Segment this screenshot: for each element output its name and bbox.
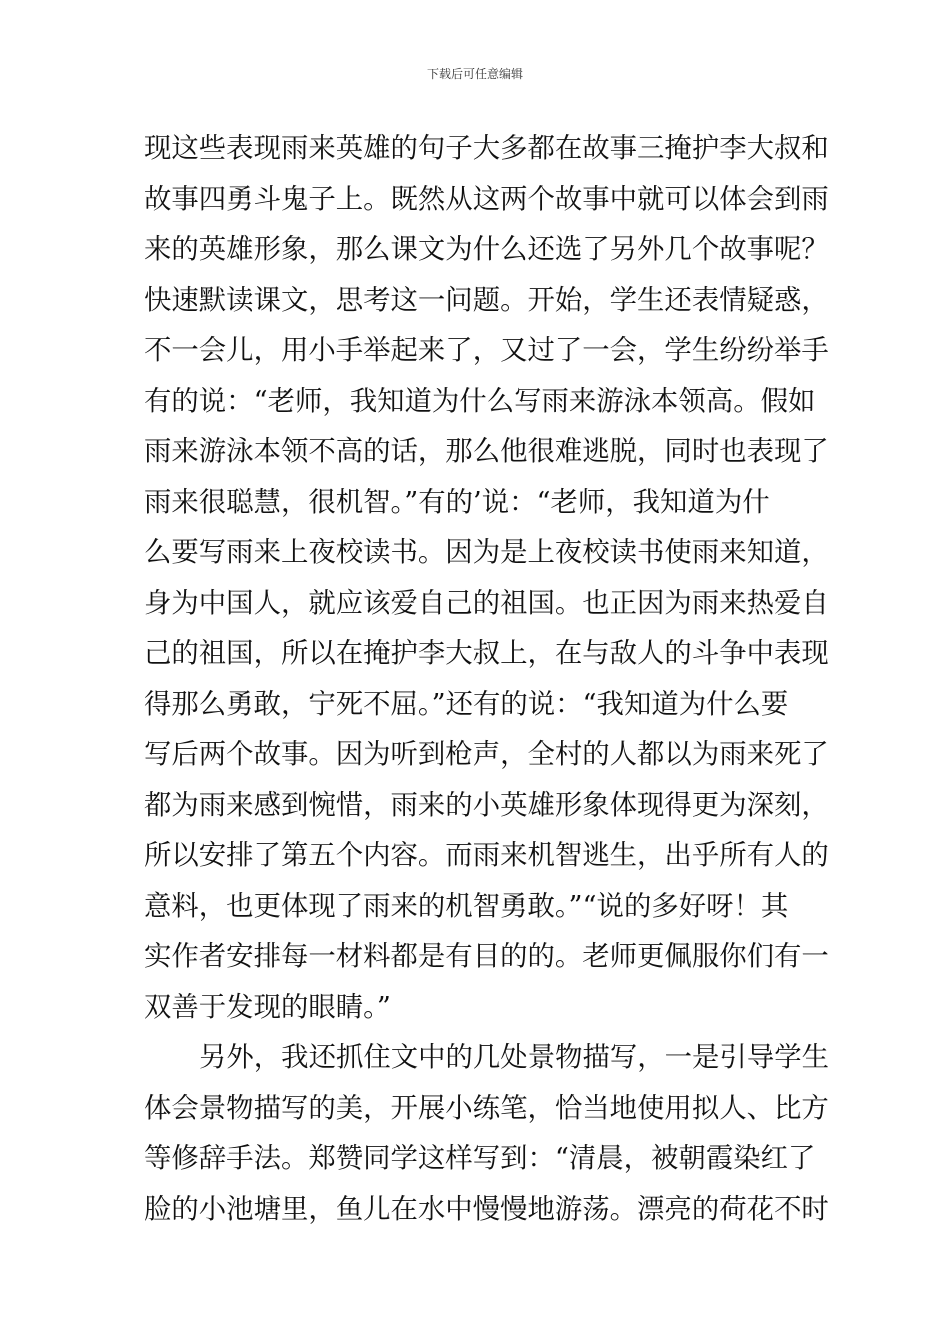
text-line: 脸的小池塘里，鱼儿在水中慢慢地游荡。漂亮的荷花不时 xyxy=(144,1193,829,1225)
text-line: 等修辞手法。郑赞同学这样写到：“清晨，被朝霞染红了 xyxy=(144,1143,816,1174)
text-line: 雨来很聪慧，很机智。”有的’说：“老师，我知道为什 xyxy=(144,486,770,518)
text-line: 雨来游泳本领不高的话，那么他很难逃脱，同时也表现了 xyxy=(144,436,829,467)
text-line: 身为中国人，就应该爱自己的祖国。也正因为雨来热爱自 xyxy=(144,587,829,619)
paragraph-start-line: 另外，我还抓住文中的几处景物描写，一是引导学生 xyxy=(199,1042,829,1073)
text-line: 都为雨来感到惋惜，雨来的小英雄形象体现得更为深刻， xyxy=(144,789,829,821)
text-line: 现这些表现雨来英雄的句子大多都在故事三掩护李大叔和 xyxy=(144,133,829,164)
text-line: 写后两个故事。因为听到枪声，全村的人都以为雨来死了 xyxy=(144,739,829,770)
document-body xyxy=(144,124,829,1235)
text-line: 故事四勇斗鬼子上。既然从这两个故事中就可以体会到雨 xyxy=(144,183,829,215)
text-line: 不一会儿，用小手举起来了，又过了一会，学生纷纷举手 xyxy=(144,335,829,366)
text-line: 得那么勇敢，宁死不屈。”还有的说：“我知道为什么要 xyxy=(144,688,789,720)
text-line: 意料，也更体现了雨来的机智勇敢。”“说的多好呀！其 xyxy=(144,890,789,922)
text-line: 来的英雄形象，那么课文为什么还选了另外几个故事呢？ xyxy=(144,234,829,265)
text-line: 实作者安排每一材料都是有目的的。老师更佩服你们有一 xyxy=(144,941,829,972)
text-line: 么要写雨来上夜校读书。因为是上夜校读书使雨来知道， xyxy=(144,537,829,568)
page-header-note: 下载后可任意编辑 xyxy=(426,67,523,81)
text-line: 有的说：“老师，我知道为什么写雨来游泳本领高。假如 xyxy=(144,385,816,417)
text-line: 双善于发现的眼睛。” xyxy=(144,991,391,1023)
text-line: 所以安排了第五个内容。而雨来机智逃生，出乎所有人的 xyxy=(144,840,829,871)
text-line: 体会景物描写的美，开展小练笔，恰当地使用拟人、比方 xyxy=(144,1092,829,1124)
text-line: 己的祖国，所以在掩护李大叔上，在与敌人的斗争中表现 xyxy=(144,638,829,669)
text-line: 快速默读课文，思考这一问题。开始，学生还表情疑惑， xyxy=(144,284,829,316)
